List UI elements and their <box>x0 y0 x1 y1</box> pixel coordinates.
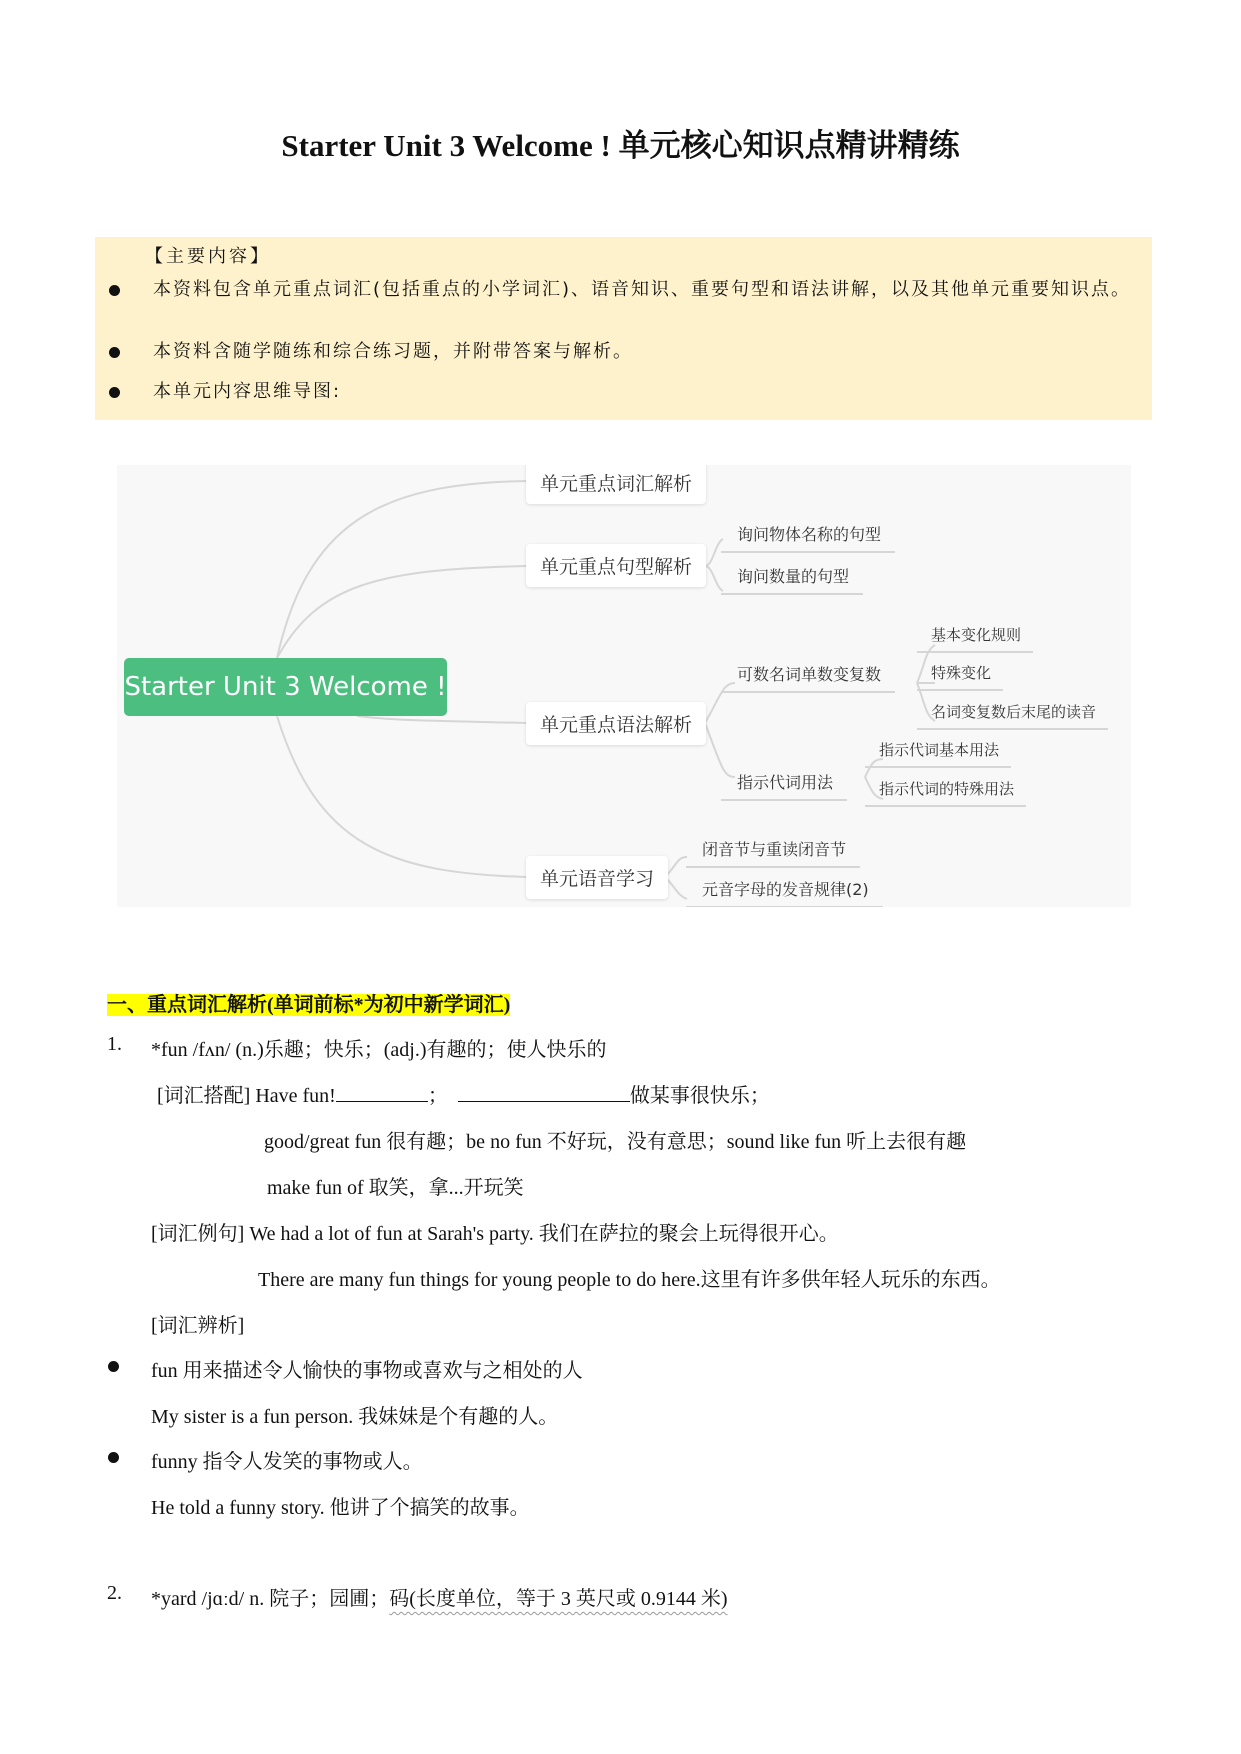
intro-item: 本资料含随学随练和综合练习题，并附带答案与解析。 <box>153 339 1143 365</box>
collocation-line: good/great fun 很有趣；be no fun 不好玩，没有意思；sound like fun 听上去很有趣 <box>264 1131 967 1153</box>
bullet-icon <box>108 1361 119 1372</box>
intro-item: 本资料包含单元重点词汇(包括重点的小学词汇)、语音知识、重要句型和语法讲解，以及其他单元重要知识点。 <box>153 277 1143 303</box>
bullet-icon <box>109 347 120 358</box>
intro-item: 本单元内容思维导图: <box>153 379 1143 405</box>
branch-grammar: 单元重点语法解析 <box>526 702 706 745</box>
bullet-icon <box>108 1452 119 1463</box>
word-number: 2. <box>107 1582 122 1604</box>
section-heading: 一、重点词汇解析(单词前标*为初中新学词汇) <box>107 994 511 1016</box>
demo-child: 指示代词的特殊用法 <box>865 778 1026 807</box>
distinction-item: fun 用来描述令人愉快的事物或喜欢与之相处的人 <box>151 1360 583 1382</box>
word-number: 1. <box>107 1033 122 1055</box>
collocation-line: [词汇搭配] Have fun! ； 做某事很快乐； <box>157 1085 770 1107</box>
page-title: Starter Unit 3 Welcome ! 单元核心知识点精讲精练 <box>281 128 960 163</box>
example-sentence: There are many fun things for young people to do here.这里有许多供年轻人玩乐的东西。 <box>258 1269 1001 1291</box>
fill-blank[interactable] <box>336 1083 428 1102</box>
grammar-plural: 可数名词单数变复数 <box>721 662 895 693</box>
plural-child: 基本变化规则 <box>917 624 1033 653</box>
plural-child: 名词变复数后末尾的读音 <box>917 701 1108 730</box>
example-sentence: [词汇例句] We had a lot of fun at Sarah's party. 我们在萨拉的聚会上玩得很开心。 <box>151 1223 839 1245</box>
mind-map <box>117 465 1131 907</box>
branch-sentence: 单元重点句型解析 <box>526 544 706 587</box>
branch-vocab: 单元重点词汇解析 <box>526 465 706 504</box>
distinction-item: funny 指令人发笑的事物或人。 <box>151 1451 423 1473</box>
phonics-child: 元音字母的发音规律(2) <box>686 877 883 907</box>
branch-phonics: 单元语音学习 <box>526 856 668 899</box>
collocation-line: make fun of 取笑，拿...开玩笑 <box>267 1177 524 1199</box>
demo-child: 指示代词基本用法 <box>865 739 1011 768</box>
word-entry: *fun /fʌn/ (n.)乐趣；快乐；(adj.)有趣的；使人快乐的 <box>151 1039 607 1061</box>
bullet-icon <box>109 387 120 398</box>
example-sentence: My sister is a fun person. 我妹妹是个有趣的人。 <box>151 1406 559 1428</box>
mind-map-root: Starter Unit 3 Welcome ! <box>124 658 447 716</box>
sentence-child: 询问物体名称的句型 <box>721 522 895 553</box>
intro-heading: 【主要内容】 <box>145 246 271 267</box>
word-entry: *yard /jɑːd/ n. 院子；园圃；码(长度单位，等于 3 英尺或 0.9144 米) <box>151 1588 728 1610</box>
bullet-icon <box>109 285 120 296</box>
example-sentence: He told a funny story. 他讲了个搞笑的故事。 <box>151 1497 530 1519</box>
distinction-heading: [词汇辨析] <box>151 1315 245 1337</box>
grammar-demo: 指示代词用法 <box>721 770 847 801</box>
plural-child: 特殊变化 <box>917 662 1003 691</box>
fill-blank[interactable] <box>458 1083 630 1102</box>
intro-box <box>95 237 1152 420</box>
phonics-child: 闭音节与重读闭音节 <box>686 837 860 868</box>
sentence-child: 询问数量的句型 <box>721 564 863 595</box>
